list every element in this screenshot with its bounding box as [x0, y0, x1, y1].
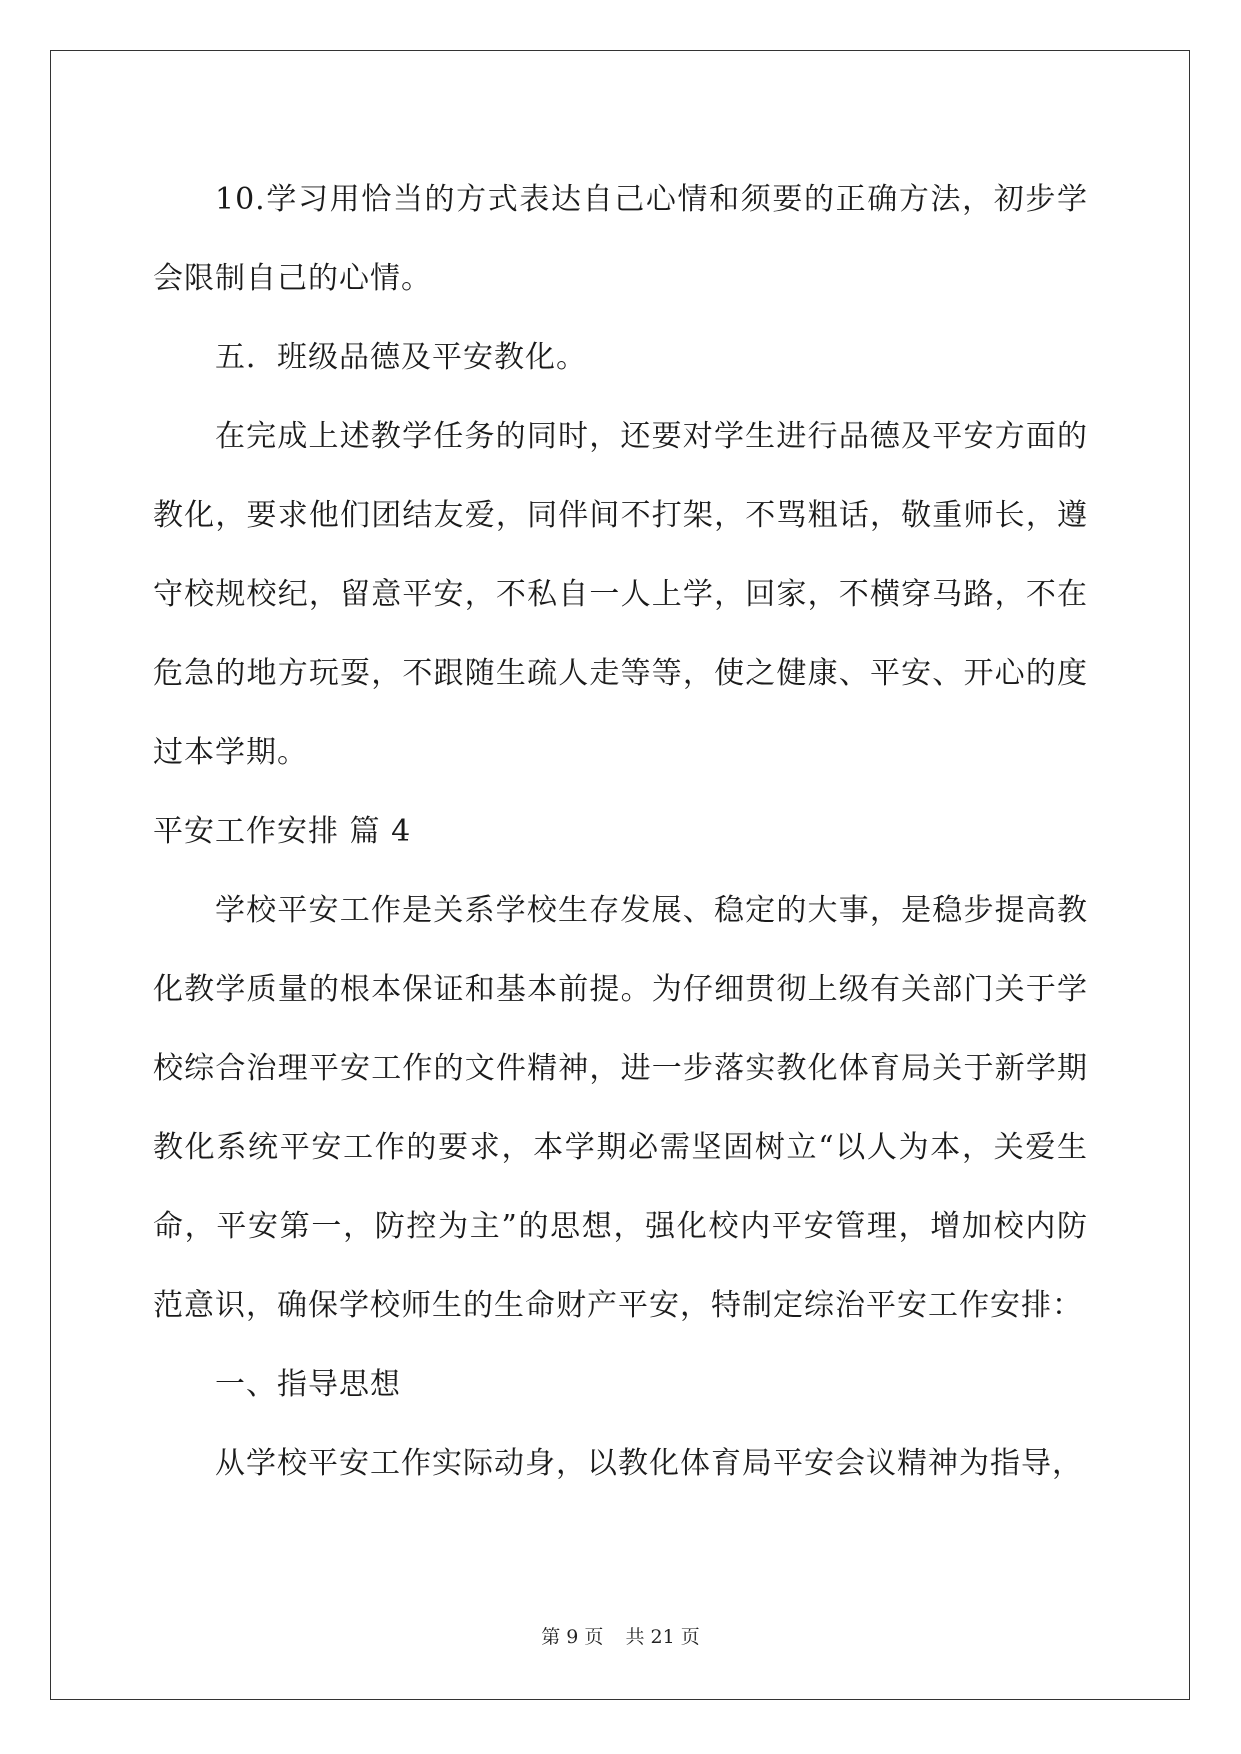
document-body: [153, 160, 1088, 1503]
section-heading-moral-safety: 五．班级品德及平安教化。: [215, 340, 587, 375]
section-heading-guiding-ideology: 一、指导思想: [215, 1367, 401, 1402]
paragraph-school-safety-intro: 学校平安工作是关系学校生存发展、稳定的大事，是稳步提高教化教学质量的根本保证和基本前提。为仔细贯彻上级有关部门关于学校综合治理平安工作的文件精神，进一步落实教化体育局关于新学期教化系统平安工作的要求，本学期必需坚固树立“以人为本，关爱生命，平安第一，防控为主”的思想，强化校内平安管理，增加校内防范意识，确保学校师生的生命财产平安，特制定综治平安工作安排：: [153, 893, 1088, 1323]
page-footer: [0, 1622, 1241, 1649]
page-total: 共 21 页: [625, 1626, 700, 1648]
paragraph-item-10: 10.学习用恰当的方式表达自己心情和须要的正确方法，初步学会限制自己的心情。: [153, 182, 1088, 296]
paragraph-moral-safety-education: 在完成上述教学任务的同时，还要对学生进行品德及平安方面的教化，要求他们团结友爱，同伴间不打架，不骂粗话，敬重师长，遵守校规校纪，留意平安，不私自一人上学，回家，不横穿马路，不在危急的地方玩耍，不跟随生疏人走等等，使之健康、平安、开心的度过本学期。: [153, 419, 1088, 770]
paragraph-guiding-ideology: 从学校平安工作实际动身，以教化体育局平安会议精神为指导，: [215, 1446, 1083, 1481]
article-title-part-4: 平安工作安排 篇 4: [153, 814, 412, 849]
page-number: 第 9 页: [541, 1626, 604, 1648]
